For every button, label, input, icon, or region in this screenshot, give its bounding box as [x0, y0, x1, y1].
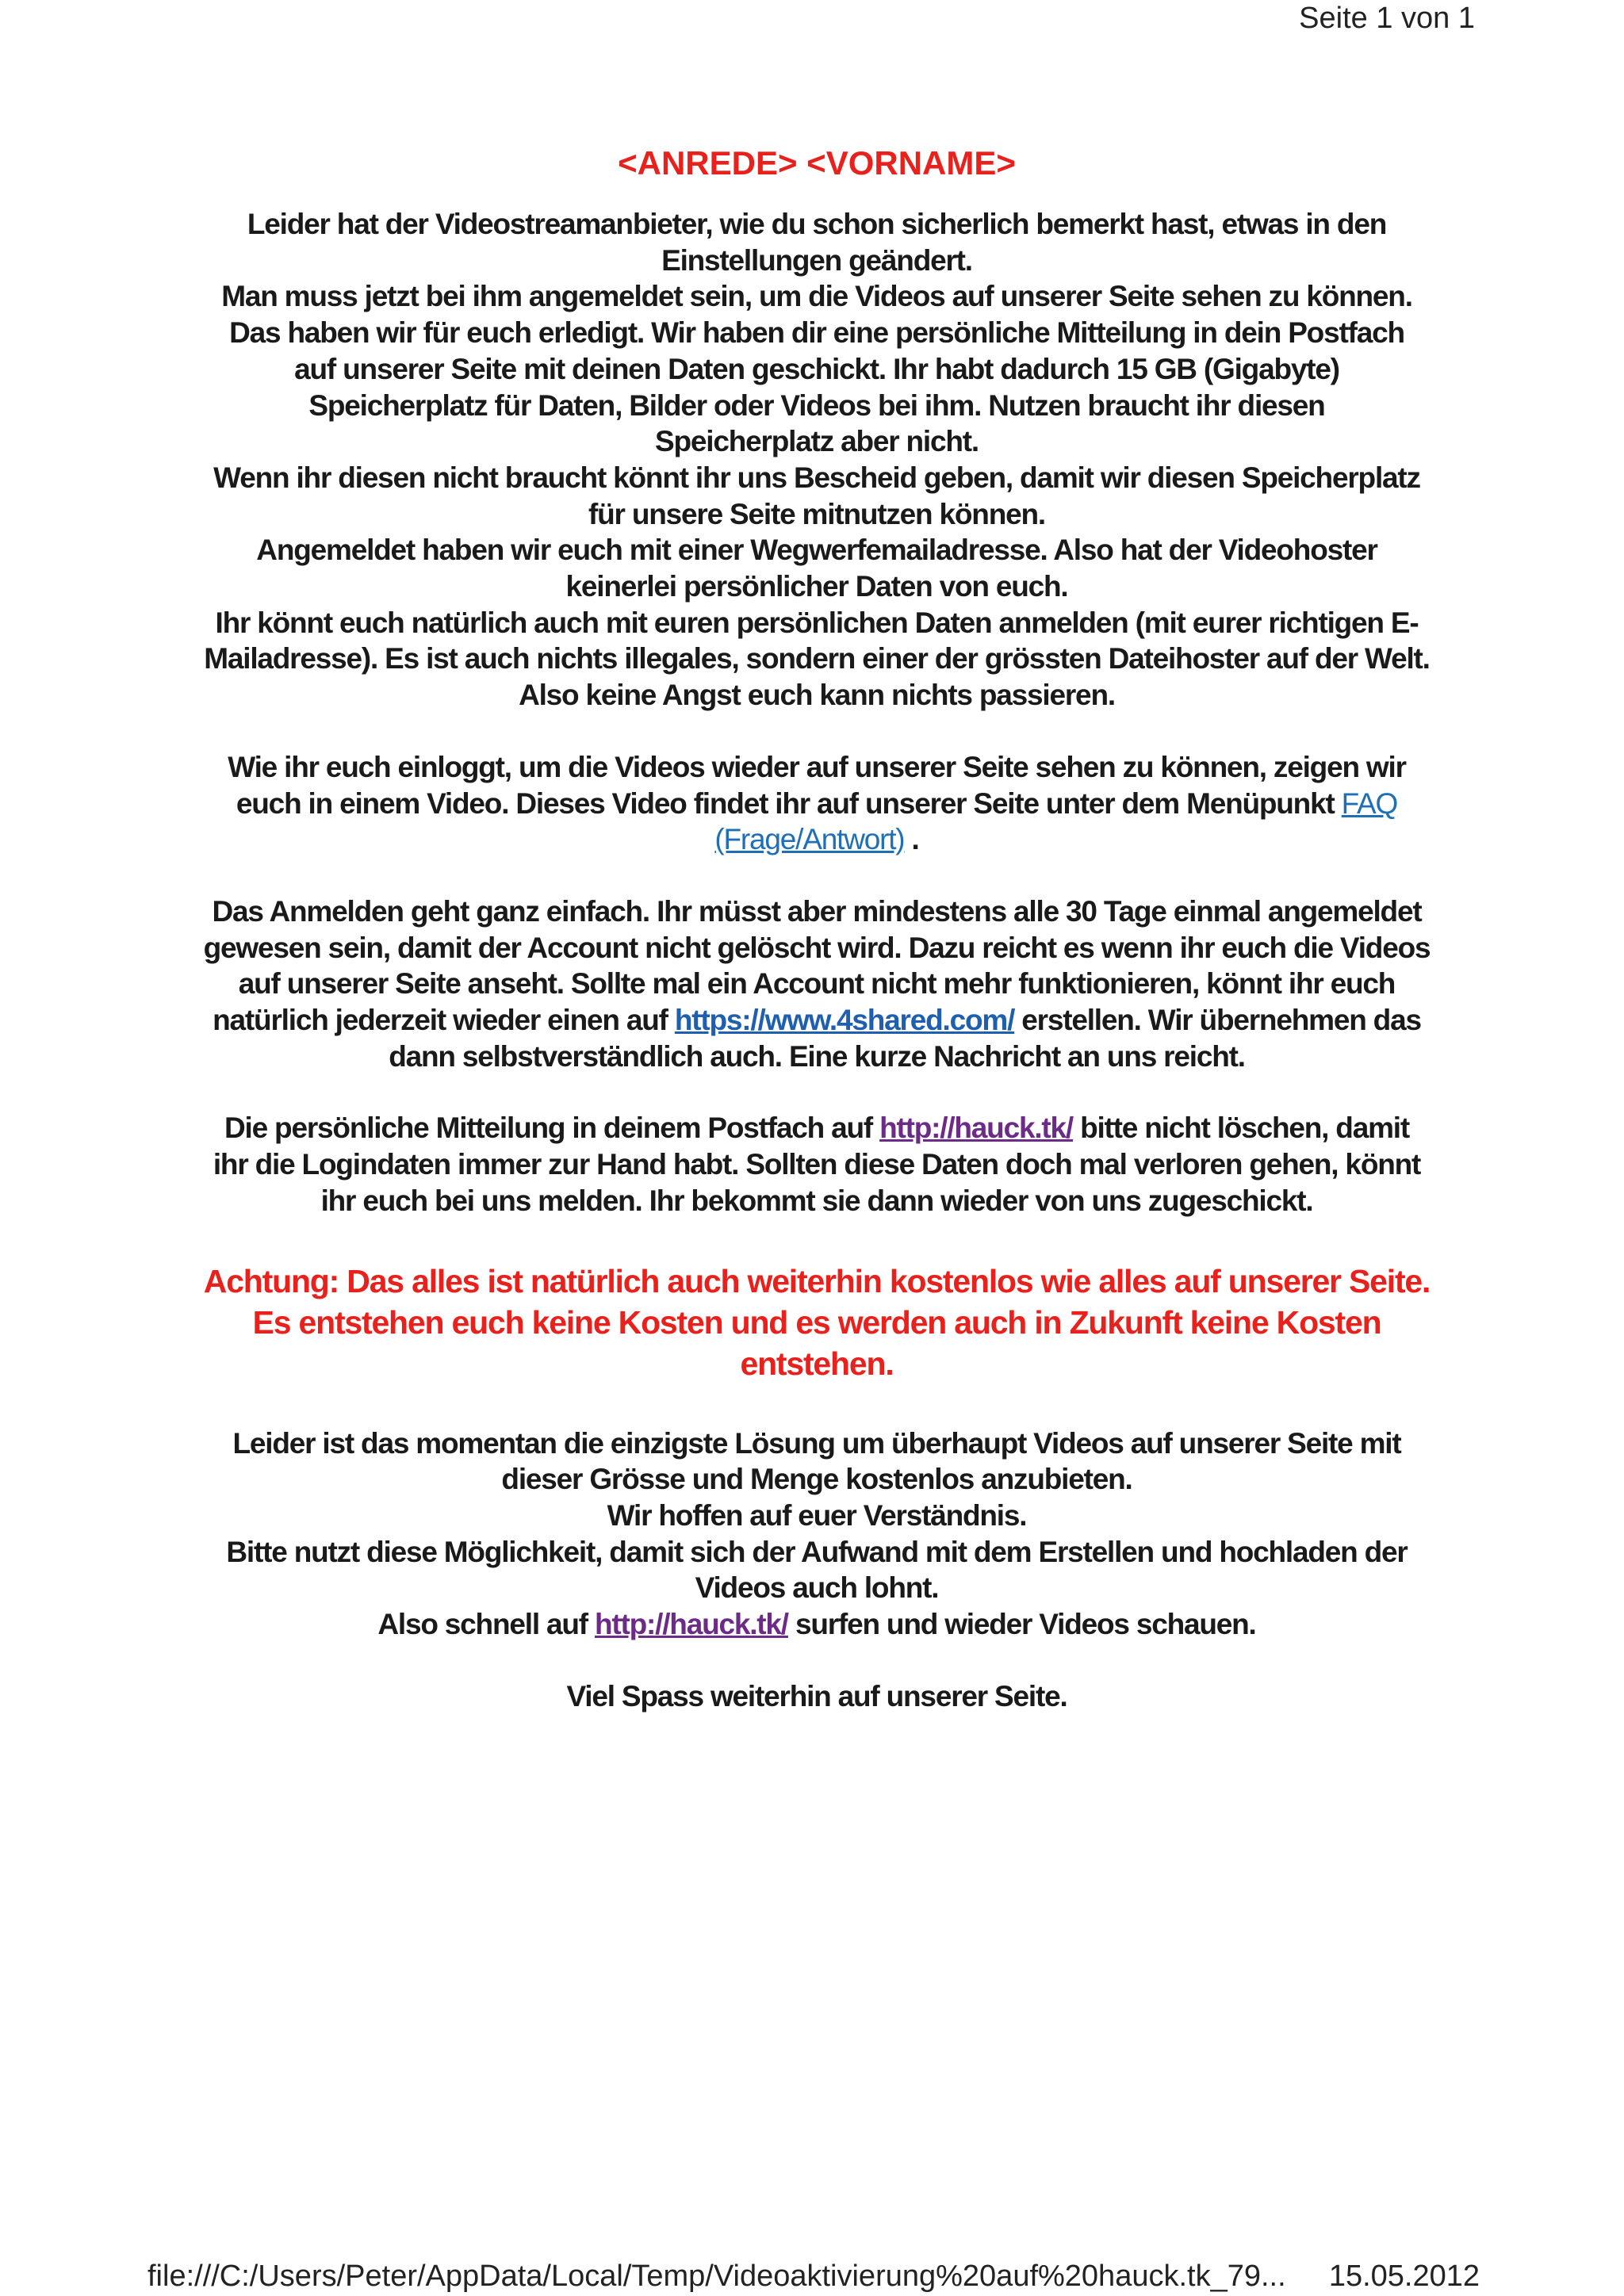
- text-line: für unsere Seite mitnutzen können.: [588, 497, 1045, 530]
- text-fragment: natürlich jederzeit wieder einen auf: [213, 1004, 675, 1037]
- text-fragment: .: [904, 823, 919, 856]
- text-fragment: Die persönliche Mitteilung in deinem Postfach auf: [224, 1112, 880, 1145]
- text-line: Wir hoffen auf euer Verständnis.: [607, 1498, 1027, 1532]
- text-line: Man muss jetzt bei ihm angemeldet sein, um die Videos auf unserer Seite sehen zu können.: [221, 280, 1412, 313]
- faq-link-continued[interactable]: (Frage/Antwort): [714, 823, 905, 856]
- text-fragment: euch in einem Video. Dieses Video findet ihr auf unserer Seite unter dem Menüpunkt: [236, 786, 1342, 820]
- page-indicator: Seite 1 von 1: [1299, 2, 1475, 35]
- text-fragment: erstellen. Wir übernehmen das: [1014, 1004, 1421, 1037]
- text-line: Ihr könnt euch natürlich auch mit euren persönlichen Daten anmelden (mit eurer richtigen E-: [215, 606, 1419, 639]
- hauck-link[interactable]: http://hauck.tk/: [879, 1112, 1073, 1145]
- text-line: Videos auch lohnt.: [695, 1571, 939, 1605]
- closing-line: Viel Spass weiterhin auf unserer Seite.: [566, 1679, 1067, 1712]
- text-line: Das Anmelden geht ganz einfach. Ihr müsst aber mindestens alle 30 Tage einmal angemeldet: [212, 894, 1422, 928]
- 4shared-link[interactable]: https://www.4shared.com/: [674, 1004, 1015, 1037]
- text-line: [143, 786, 1491, 822]
- text-line: keinerlei persönlicher Daten von euch.: [565, 570, 1068, 603]
- text-fragment: surfen und wieder Videos schauen.: [787, 1608, 1256, 1641]
- text-line: Einstellungen geändert.: [661, 243, 972, 277]
- file-path: file:///C:/Users/Peter/AppData/Local/Temp/Videoaktivierung%20auf%20hauck.tk_79...: [147, 2260, 1286, 2293]
- text-line: [143, 821, 1491, 858]
- text-line: Leider hat der Videostreamanbieter, wie du schon sicherlich bemerkt hast, etwas in den: [247, 208, 1387, 240]
- warning-line: entstehen.: [740, 1345, 894, 1382]
- text-line: gewesen sein, damit der Account nicht gelöscht wird. Dazu reicht es wenn ihr euch die Videos: [203, 931, 1431, 964]
- paragraph-login-video: [143, 749, 1491, 858]
- text-line: [143, 1606, 1491, 1643]
- paragraph-registration: [143, 894, 1491, 1075]
- email-document: [143, 141, 1491, 1715]
- text-line: Das haben wir für euch erledigt. Wir haben dir eine persönliche Mitteilung in dein Postfach: [229, 316, 1404, 350]
- text-line: Speicherplatz aber nicht.: [655, 425, 979, 458]
- text-fragment: Also schnell auf: [377, 1608, 595, 1641]
- warning-line: Es entstehen euch keine Kosten und es werden auch in Zukunft keine Kosten: [252, 1303, 1381, 1341]
- text-line: Bitte nutzt diese Möglichkeit, damit sich der Aufwand mit dem Erstellen und hochladen der: [226, 1535, 1408, 1568]
- text-line: Leider ist das momentan die einzigste Lösung um überhaupt Videos auf unserer Seite mit: [232, 1426, 1401, 1460]
- text-line: dann selbstverständlich auch. Eine kurze Nachricht an uns reicht.: [389, 1039, 1245, 1073]
- paragraph-intro: [143, 206, 1491, 714]
- text-fragment: bitte nicht löschen, damit: [1073, 1112, 1409, 1145]
- warning-notice: [143, 1261, 1491, 1384]
- text-line: Mailadresse). Es ist auch nichts illegales, sondern einer der grössten Dateihoster auf der Welt.: [204, 642, 1430, 675]
- paragraph-closing-info: [143, 1425, 1491, 1643]
- text-line: auf unserer Seite anseht. Sollte mal ein Account nicht mehr funktionieren, könnt ihr euch: [238, 967, 1396, 1001]
- text-line: Wie ihr euch einloggt, um die Videos wieder auf unserer Seite sehen zu können, zeigen wir: [228, 750, 1406, 783]
- hauck-link-2[interactable]: http://hauck.tk/: [594, 1608, 788, 1641]
- text-line: dieser Grösse und Menge kostenlos anzubieten.: [501, 1463, 1132, 1496]
- text-line: [143, 1110, 1491, 1146]
- text-line: Also keine Angst euch kann nichts passieren.: [519, 679, 1115, 712]
- salutation-title: <ANREDE> <VORNAME>: [618, 144, 1016, 182]
- print-footer: [147, 2258, 1480, 2294]
- text-line: ihr die Logindaten immer zur Hand habt. Sollten diese Daten doch mal verloren gehen, könnt: [213, 1148, 1421, 1181]
- text-line: Speicherplatz für Daten, Bilder oder Videos bei ihm. Nutzen braucht ihr diesen: [308, 388, 1325, 422]
- text-line: [143, 1002, 1491, 1039]
- text-line: auf unserer Seite mit deinen Daten geschickt. Ihr habt dadurch 15 GB (Gigabyte): [294, 352, 1339, 385]
- warning-line: Achtung: Das alles ist natürlich auch weiterhin kostenlos wie alles auf unserer Seite.: [203, 1262, 1431, 1299]
- paragraph-mailbox: [143, 1110, 1491, 1219]
- print-date: 15.05.2012: [1328, 2260, 1480, 2293]
- text-line: Angemeldet haben wir euch mit einer Wegwerfemailadresse. Also hat der Videohoster: [256, 534, 1377, 567]
- text-line: Wenn ihr diesen nicht braucht könnt ihr uns Bescheid geben, damit wir diesen Speicherplatz: [213, 461, 1420, 494]
- text-line: ihr euch bei uns melden. Ihr bekommt sie dann wieder von uns zugeschickt.: [320, 1184, 1313, 1217]
- faq-link[interactable]: FAQ: [1341, 786, 1398, 820]
